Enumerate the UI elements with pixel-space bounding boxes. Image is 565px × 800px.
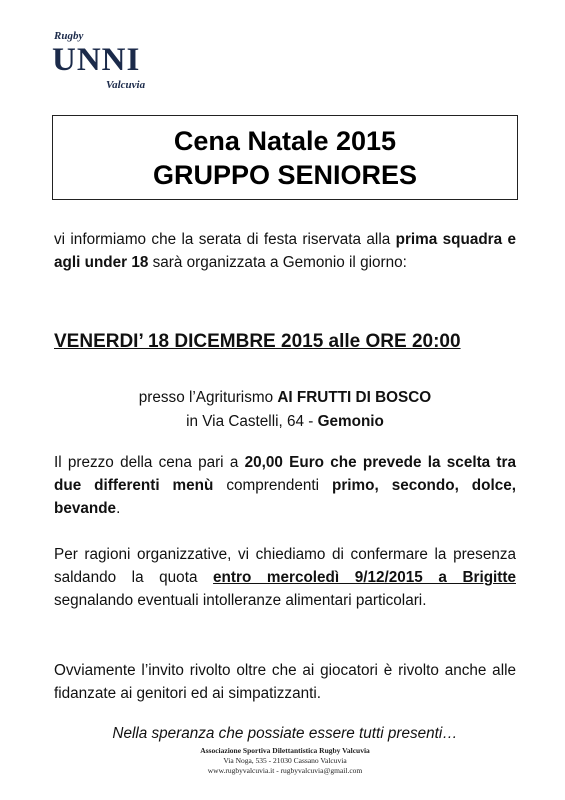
logo-main-text: UNNI xyxy=(52,42,141,78)
logo-bottom-text: Valcuvia xyxy=(106,79,146,91)
confirm-text-2: segnalando eventuali intolleranze alimentari particolari. xyxy=(54,592,427,609)
title-line-1: Cena Natale 2015 xyxy=(173,125,397,156)
price-bold-1: 20,00 Euro che prevede la scelta tra due differenti menù xyxy=(54,454,516,494)
closing-line: Nella speranza che possiate essere tutti presenti… xyxy=(112,725,458,742)
intro-paragraph xyxy=(54,228,516,274)
footer-address: Via Noga, 535 - 21030 Cassano Valcuvia xyxy=(223,756,347,765)
price-text-3: . xyxy=(116,500,121,517)
venue-block xyxy=(54,386,516,434)
title-box xyxy=(52,115,518,200)
confirm-paragraph xyxy=(54,543,516,612)
intro-bold: prima squadra e agli under 18 xyxy=(54,231,517,271)
title-line-2: GRUPPO SENIORES xyxy=(152,159,418,190)
club-logo xyxy=(50,28,160,100)
venue-line-1-text: presso l’Agriturismo xyxy=(138,389,278,406)
venue-name: AI FRUTTI DI BOSCO xyxy=(277,389,432,406)
footer-web: www.rugbyvalcuvia.it - rugbyvalcuvia@gmail.com xyxy=(207,766,363,775)
footer xyxy=(150,746,420,776)
event-date: VENERDI’ 18 DICEMBRE 2015 alle ORE 20:00 xyxy=(54,331,461,352)
price-paragraph xyxy=(54,451,516,520)
venue-town: Gemonio xyxy=(317,413,384,430)
price-text-2: comprendenti xyxy=(213,477,332,494)
intro-text-2: sarà organizzata a Gemonio il giorno: xyxy=(148,254,407,271)
footer-org: Associazione Sportiva Dilettantistica Rugby Valcuvia xyxy=(200,746,370,755)
price-text-1: Il prezzo della cena pari a xyxy=(54,454,245,471)
confirm-deadline: entro mercoledì 9/12/2015 a Brigitte xyxy=(213,569,516,586)
venue-line-1 xyxy=(54,386,516,410)
intro-text-1: vi informiamo che la serata di festa riservata alla xyxy=(54,231,396,248)
price-bold-2: primo, secondo, dolce, bevande xyxy=(54,477,517,517)
venue-line-2-text: in Via Castelli, 64 - xyxy=(186,413,318,430)
venue-line-2 xyxy=(54,410,516,434)
invite-paragraph: Ovviamente l’invito rivolto oltre che ai giocatori è rivolto anche alle fidanzate ai genitori ed ai simpatizzanti. xyxy=(54,662,516,702)
logo-top-text: Rugby xyxy=(54,30,84,42)
confirm-text-1: Per ragioni organizzative, vi chiediamo di confermare la presenza saldando la quota xyxy=(54,546,516,586)
